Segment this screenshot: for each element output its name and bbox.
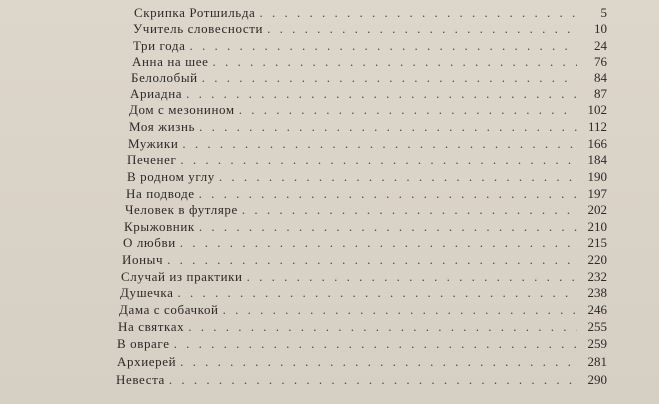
toc-entry-title: В родном углу (127, 169, 215, 184)
dot-leader (182, 135, 577, 152)
toc-entry-title: Случай из практики (121, 269, 243, 284)
dot-leader (186, 85, 577, 102)
toc-entry-title: Дама с собачкой (119, 302, 219, 317)
dot-leader (223, 301, 577, 318)
dot-leader (167, 251, 577, 268)
dot-leader (180, 234, 577, 251)
toc-entry-title: Мужики (128, 136, 179, 151)
toc-entry (129, 101, 607, 118)
toc-entry-page-number: 184 (587, 152, 607, 167)
toc-entry-page-number: 24 (594, 38, 607, 53)
toc-entry (123, 234, 607, 251)
toc-entry (134, 4, 607, 21)
dot-leader (199, 218, 577, 235)
toc-entry-title: На подводе (126, 186, 195, 201)
toc-entry-title: Архиерей (117, 354, 177, 369)
dot-leader (202, 69, 577, 86)
toc-entry-title: Печенег (127, 152, 177, 167)
toc-entry (125, 201, 607, 218)
dot-leader (174, 335, 577, 352)
toc-entry-title: Ионыч (122, 252, 164, 267)
toc-entry-title: Душечка (120, 285, 174, 300)
dot-leader (267, 20, 577, 37)
toc-entry-title: На святках (118, 319, 185, 334)
toc-entry (117, 353, 607, 370)
dot-leader (219, 168, 577, 185)
toc-entry (130, 85, 607, 102)
toc-entry (119, 301, 607, 318)
dot-leader (199, 118, 577, 135)
toc-entry-page-number: 232 (587, 269, 607, 284)
dot-leader (212, 53, 577, 70)
toc-entry-page-number: 197 (587, 186, 607, 201)
toc-entry-page-number: 84 (594, 70, 607, 85)
toc-entry-page-number: 10 (594, 21, 607, 36)
toc-entry-title: Ариадна (130, 86, 183, 101)
toc-entry-title: В овраге (117, 336, 170, 351)
toc-entry-page-number: 281 (587, 354, 607, 369)
dot-leader (180, 353, 577, 370)
toc-entry-page-number: 166 (587, 136, 607, 151)
toc-entry-title: Скрипка Ротшильда (134, 5, 256, 20)
toc-entry (132, 53, 607, 70)
toc-entry (121, 268, 607, 285)
toc-entry-page-number: 190 (587, 169, 607, 184)
dot-leader (239, 101, 577, 118)
toc-entry (117, 335, 607, 352)
toc-entry (120, 284, 607, 301)
toc-entry (127, 151, 607, 168)
toc-entry-title: Моя жизнь (129, 119, 196, 134)
dot-leader (199, 185, 577, 202)
dot-leader (188, 318, 577, 335)
toc-entry (129, 118, 607, 135)
toc-entry-title: Невеста (116, 372, 165, 387)
dot-leader (169, 371, 577, 388)
toc-entry-page-number: 5 (600, 5, 607, 20)
toc-entry (128, 135, 607, 152)
toc-entry-page-number: 210 (587, 219, 607, 234)
toc-entry-title: Анна на шее (132, 54, 209, 69)
toc-entry-title: Дом с мезонином (129, 102, 235, 117)
toc-entry-page-number: 220 (587, 252, 607, 267)
toc-entry-page-number: 76 (594, 54, 607, 69)
toc-entry-page-number: 259 (587, 336, 607, 351)
dot-leader (177, 284, 577, 301)
toc-entry (133, 20, 607, 37)
toc-entry-page-number: 238 (587, 285, 607, 300)
toc-entry (116, 371, 607, 388)
toc-entry-title: Человек в футляре (125, 202, 238, 217)
dot-leader (259, 4, 577, 21)
toc-entry (127, 168, 607, 185)
toc-entry-page-number: 202 (587, 202, 607, 217)
toc-entry-title: Белолобый (131, 70, 198, 85)
toc-entry-page-number: 215 (587, 235, 607, 250)
toc-entry-title: Три года (133, 38, 186, 53)
toc-entry-title: О любви (123, 235, 176, 250)
toc-entry-page-number: 102 (587, 102, 607, 117)
toc-entry (118, 318, 607, 335)
toc-entry-title: Учитель словесности (133, 21, 264, 36)
dot-leader (180, 151, 577, 168)
toc-entry (124, 218, 607, 235)
toc-entry (133, 37, 607, 54)
toc-entry (131, 69, 607, 86)
dot-leader (247, 268, 577, 285)
dot-leader (189, 37, 577, 54)
toc-entry-page-number: 290 (587, 372, 607, 387)
toc-entry-page-number: 246 (587, 302, 607, 317)
toc-entry-page-number: 112 (587, 119, 607, 134)
toc-entry-page-number: 255 (587, 319, 607, 334)
toc-entry-page-number: 87 (594, 86, 607, 101)
dot-leader (242, 201, 577, 218)
toc-entry (126, 185, 607, 202)
toc-entry-title: Крыжовник (124, 219, 195, 234)
toc-entry (122, 251, 607, 268)
